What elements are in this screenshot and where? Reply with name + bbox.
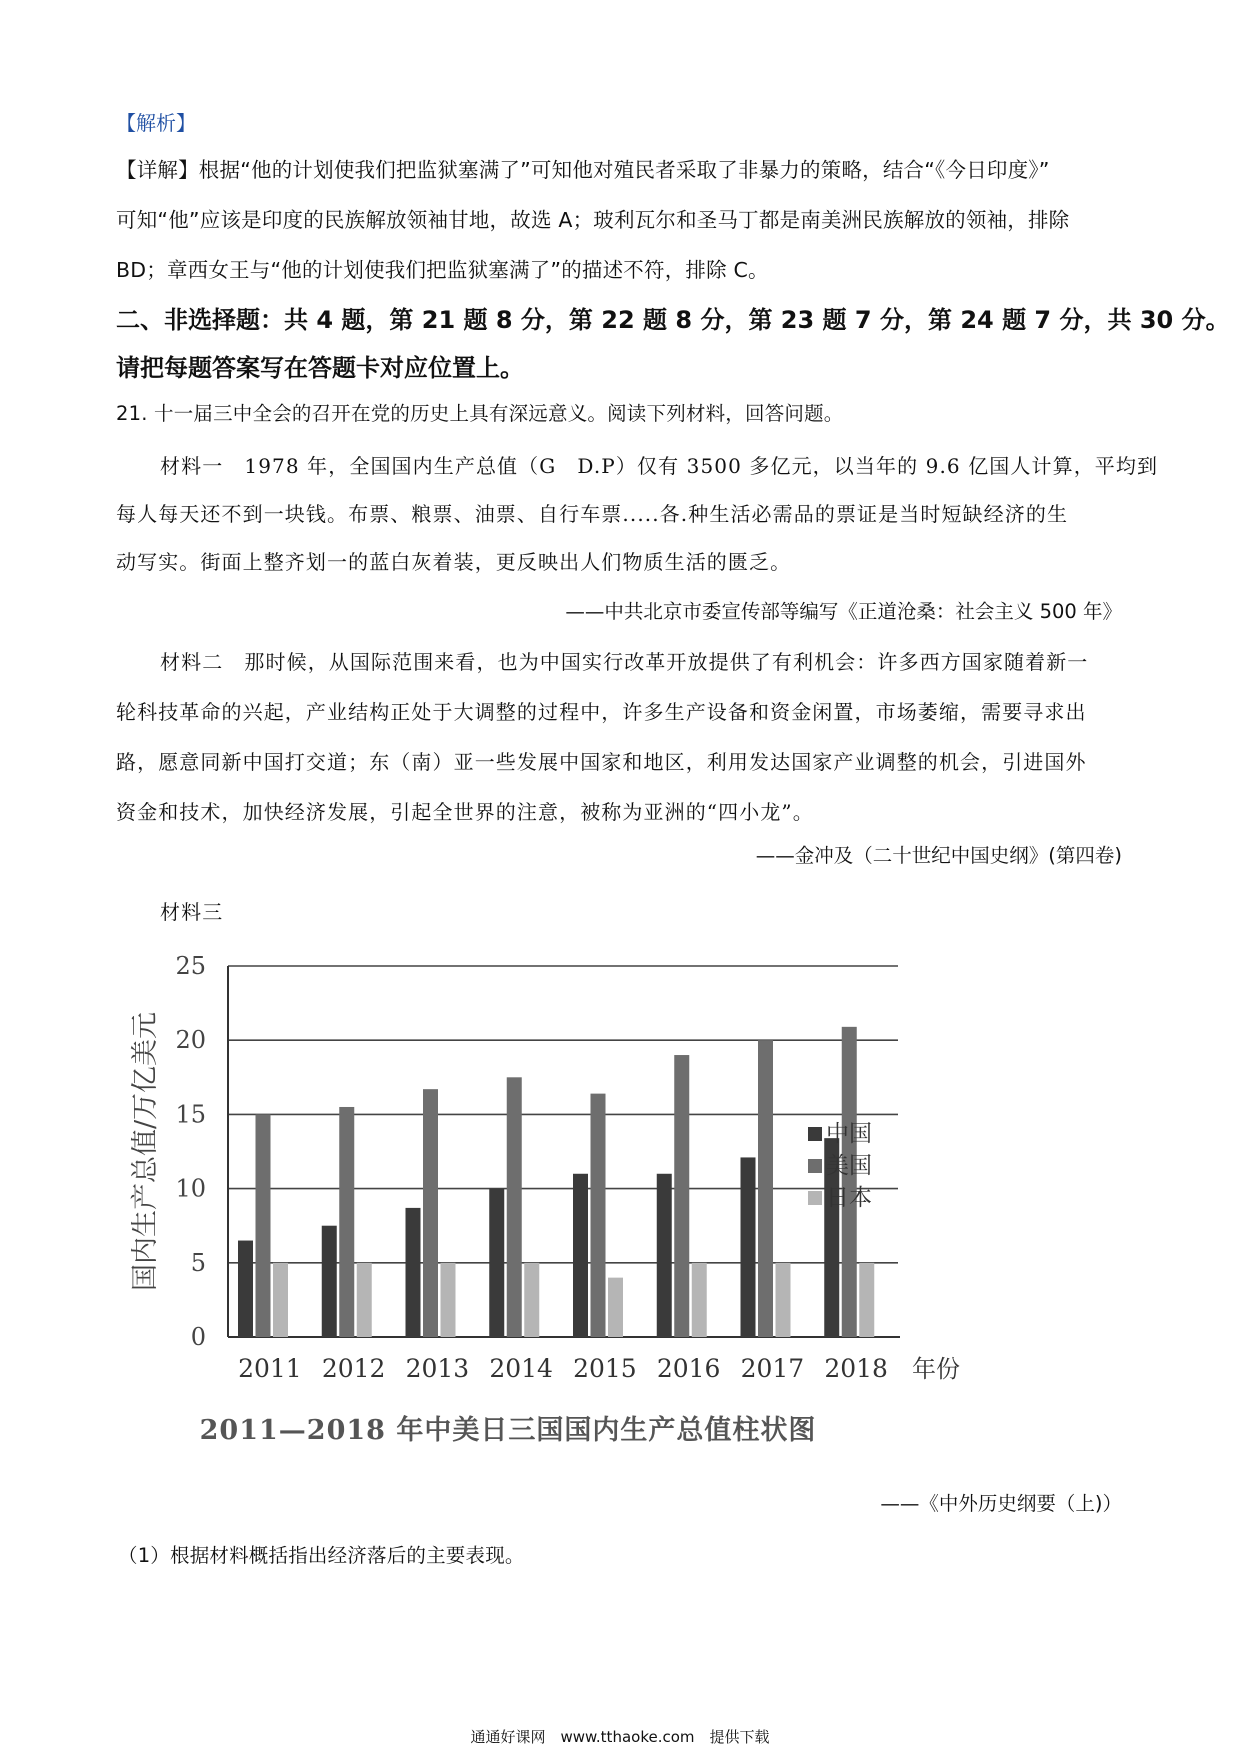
material-2-line-1: 材料二 那时候，从国际范围来看，也为中国实行改革开放提供了有利机会：许多西方国家随着新一 [160, 650, 1089, 674]
bar-美国-2011 [256, 1114, 271, 1337]
x-tick-label: 2012 [321, 1354, 386, 1383]
analysis-line-2: 可知“他”应该是印度的民族解放领袖甘地，故选 A；玻利瓦尔和圣马丁都是南美洲民族解放的领袖，排除 [116, 208, 1070, 232]
question-stem: 21. 十一届三中全会的召开在党的历史上具有深远意义。阅读下列材料，回答问题。 [116, 402, 844, 425]
material-3-label: 材料三 [160, 900, 224, 924]
x-tick-label: 2013 [405, 1354, 470, 1383]
y-axis-label: 国内生产总值/万亿美元 [130, 1011, 161, 1292]
material-1-line-2: 每人每天还不到一块钱。布票、粮票、油票、自行车票.....各.种生活必需品的票证是当时短缺经济的生 [116, 502, 1069, 526]
legend-swatch-中国 [808, 1127, 822, 1141]
bar-美国-2013 [423, 1089, 438, 1337]
y-tick-label: 15 [175, 1100, 206, 1129]
material-2-line-4: 资金和技术，加快经济发展，引起全世界的注意，被称为亚洲的“四小龙”。 [116, 800, 814, 824]
y-tick-label: 10 [175, 1174, 206, 1203]
legend-label: 日本 [826, 1185, 872, 1211]
bar-美国-2016 [674, 1055, 689, 1337]
gdp-bar-chart [120, 930, 1000, 1470]
legend-swatch-美国 [808, 1159, 822, 1173]
x-tick-label: 2017 [740, 1354, 805, 1383]
x-tick-label: 2015 [573, 1354, 637, 1383]
section-heading-line-1: 二、非选择题：共 4 题，第 21 题 8 分，第 22 题 8 分，第 23 题 7 分，第 24 题 7 分，共 30 分。 [116, 306, 1230, 334]
x-tick-label: 2014 [489, 1354, 553, 1383]
y-tick-label: 0 [190, 1323, 206, 1351]
analysis-line-1: 【详解】根据“他的计划使我们把监狱塞满了”可知他对殖民者采取了非暴力的策略，结合“《今日印度》” [116, 158, 1050, 182]
bar-日本-2013 [441, 1263, 456, 1337]
bar-日本-2012 [357, 1263, 372, 1337]
material-1-line-3: 动写实。街面上整齐划一的蓝白灰着装，更反映出人们物质生活的匮乏。 [116, 550, 792, 574]
bar-中国-2015 [573, 1174, 588, 1337]
bar-美国-2012 [339, 1107, 354, 1337]
x-tick-label: 2016 [656, 1354, 721, 1383]
material-2-line-3: 路，愿意同新中国打交道；东（南）亚一些发展中国家和地区，利用发达国家产业调整的机会，引进国外 [116, 750, 1087, 774]
bar-日本-2016 [692, 1263, 707, 1337]
bar-日本-2011 [273, 1263, 288, 1337]
bar-中国-2013 [406, 1208, 421, 1337]
section-heading-line-2: 请把每题答案写在答题卡对应位置上。 [116, 354, 524, 382]
bar-日本-2015 [608, 1278, 623, 1337]
bar-美国-2018 [842, 1027, 857, 1337]
legend-label: 美国 [826, 1153, 872, 1179]
bar-美国-2017 [758, 1040, 773, 1337]
x-tick-label: 2018 [824, 1354, 888, 1383]
bar-中国-2014 [489, 1189, 504, 1337]
bar-中国-2012 [322, 1226, 337, 1337]
chart-title: 2011—2018 年中美日三国国内生产总值柱状图 [199, 1415, 817, 1446]
material-3-source: ——《中外历史纲要（上)） [880, 1492, 1122, 1515]
bar-中国-2017 [741, 1157, 756, 1337]
x-axis-label: 年份 [912, 1355, 960, 1383]
legend-label: 中国 [826, 1121, 872, 1147]
sub-question-1: （1）根据材料概括指出经济落后的主要表现。 [118, 1544, 525, 1567]
y-tick-label: 20 [175, 1026, 206, 1055]
bar-中国-2016 [657, 1174, 672, 1337]
material-2-source: ——金冲及（二十世纪中国史纲》(第四卷) [755, 844, 1122, 867]
y-tick-label: 5 [190, 1248, 206, 1277]
bar-日本-2014 [524, 1263, 539, 1337]
bar-中国-2011 [238, 1241, 253, 1337]
x-tick-label: 2011 [238, 1354, 302, 1383]
bar-美国-2015 [591, 1094, 606, 1337]
material-1-source: ——中共北京市委宣传部等编写《正道沧桑：社会主义 500 年》 [565, 600, 1122, 623]
material-1-line-1: 材料一 1978 年，全国国内生产总值（G D.P）仅有 3500 多亿元，以当年的 9.6 亿国人计算，平均到 [160, 454, 1159, 478]
analysis-line-3: BD；章西女王与“他的计划使我们把监狱塞满了”的描述不符，排除 C。 [116, 258, 769, 282]
bar-日本-2017 [776, 1263, 791, 1337]
bar-日本-2018 [859, 1263, 874, 1337]
legend-swatch-日本 [808, 1191, 822, 1205]
material-2-line-2: 轮科技革命的兴起，产业结构正处于大调整的过程中，许多生产设备和资金闲置，市场萎缩，需要寻求出 [116, 700, 1087, 724]
analysis-tag: 【解析】 [116, 111, 196, 135]
page-footer: 通通好课网 www.tthaoke.com 提供下载 [470, 1728, 770, 1746]
bar-美国-2014 [507, 1077, 522, 1337]
y-tick-label: 25 [175, 952, 206, 980]
